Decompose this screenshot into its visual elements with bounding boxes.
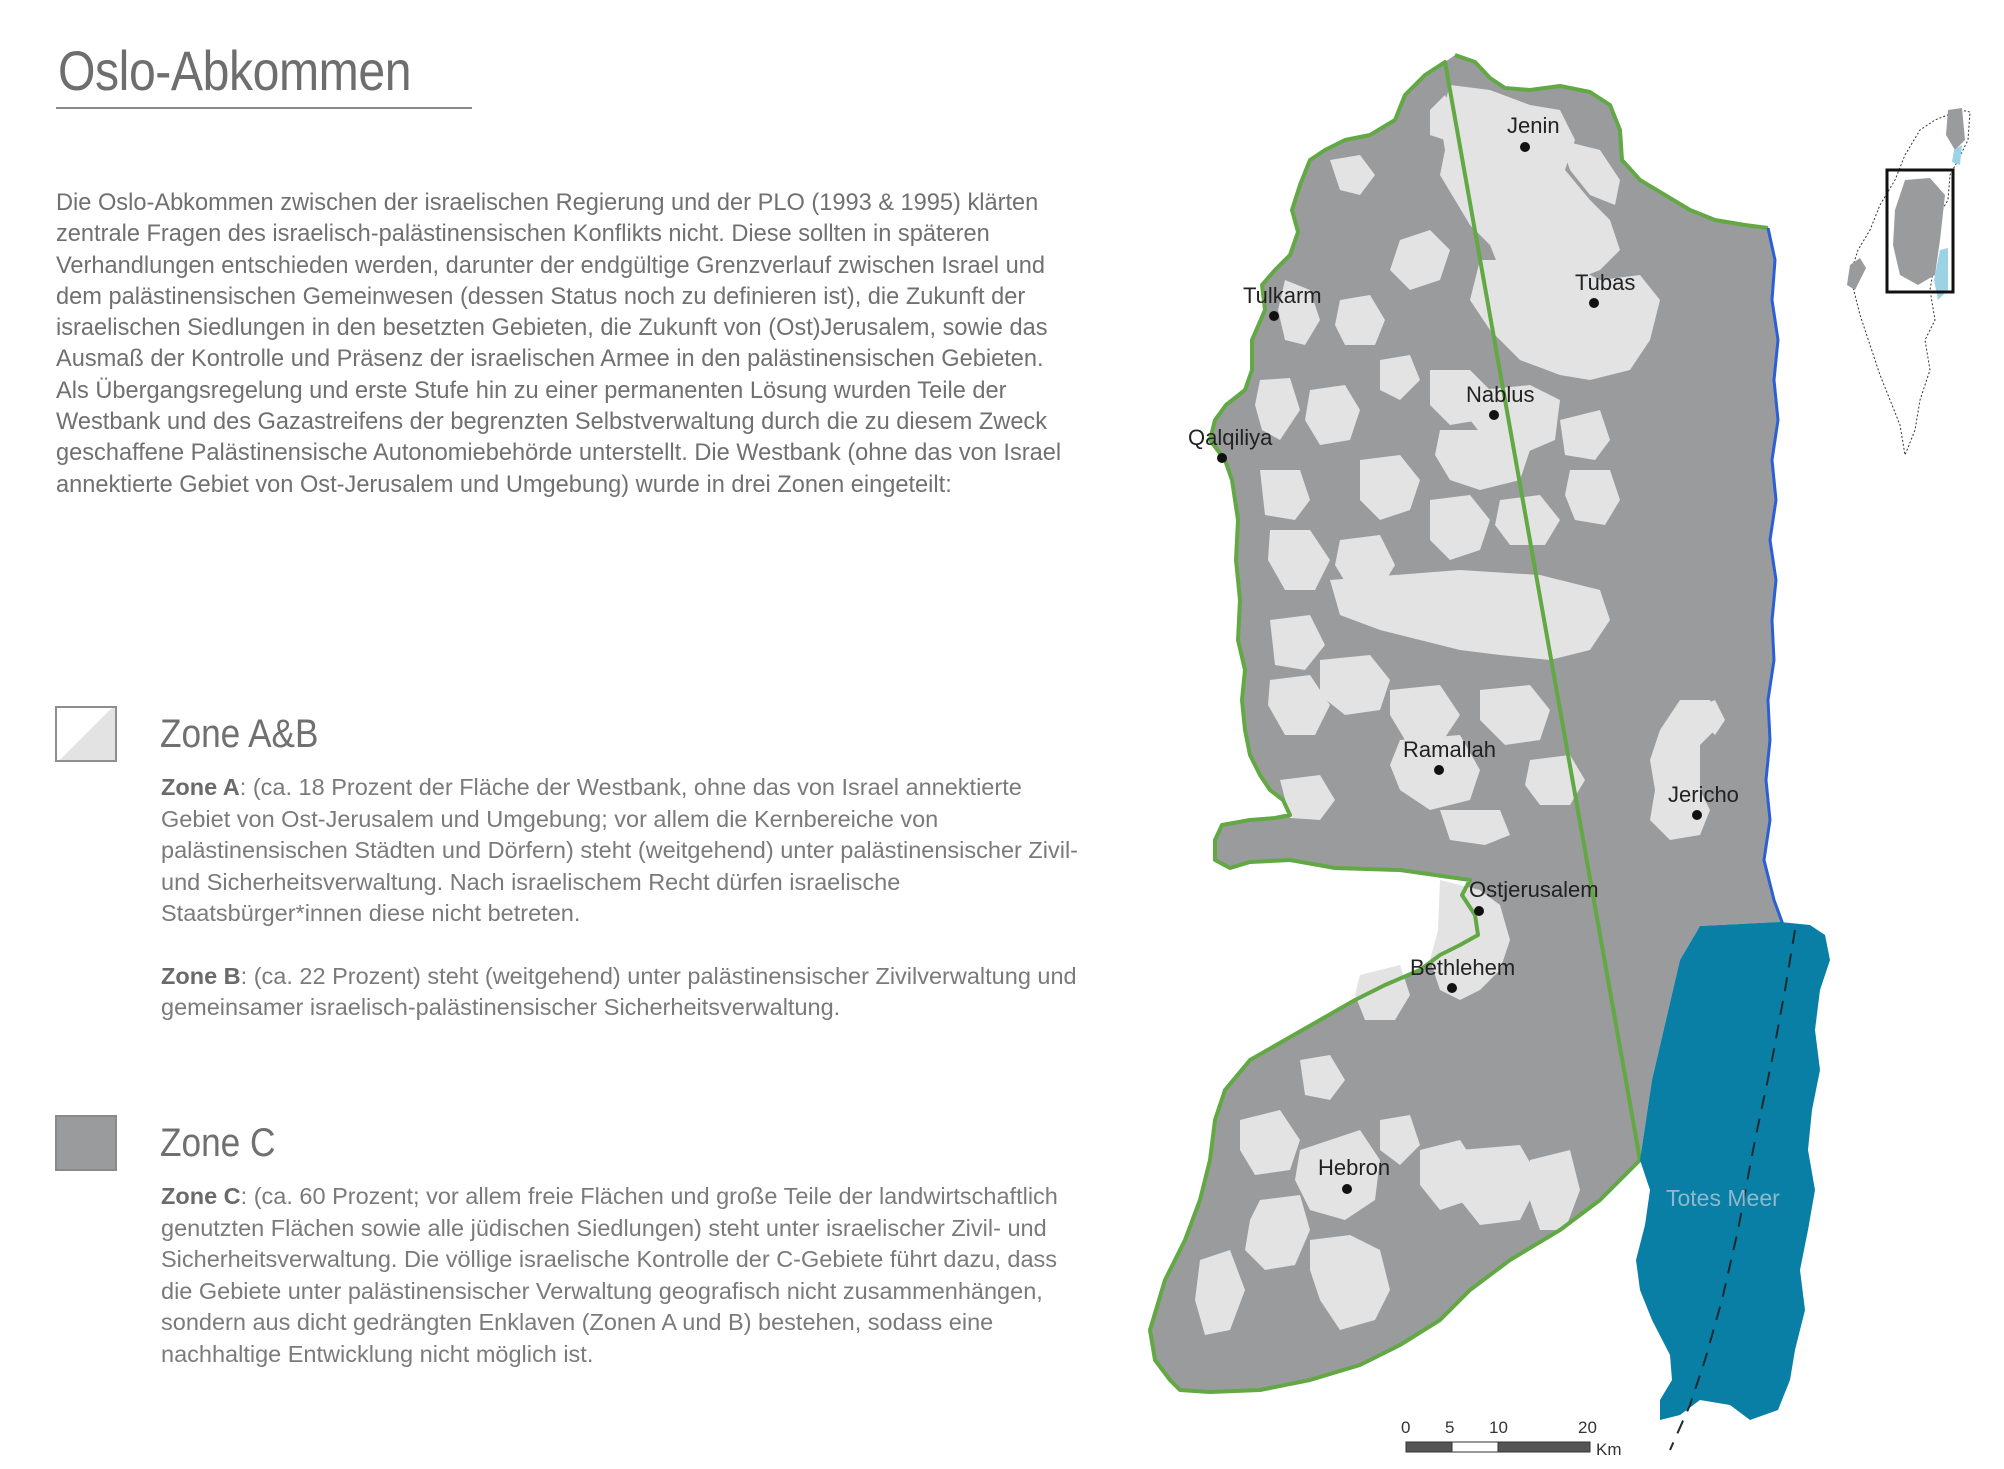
city-label-tubas: Tubas [1575, 270, 1636, 295]
intro-paragraph: Die Oslo-Abkommen zwischen der israelischen Regierung und der PLO (1993 & 1995) klärten zentrale Fragen des israelisch-palästinensischen Konflikts nicht. Diese sollten in späteren Verhandlungen entschieden werden, darunter der endgültige Grenzverlauf zwischen Israel und dem palästinensischen Gemeinwesen (dessen Status noch zu definieren ist), die Zukunft der israelischen Siedlungen in den besetzten Gebieten, die Zukunft von (Ost)Jerusalem, sowie das Ausmaß der Kontrolle und Präsenz der israelischen Armee in den palästinensischen Gebieten. Als Übergangsregelung und erste Stufe hin zu einer permanenten Lösung wurden Teile der Westbank und des Gazastreifens der begrenzten Selbstverwaltung durch die zu diesem Zweck geschaffene Palästinensische Autonomiebehörde unterstellt. Die Westbank (ohne das von Israel annektierte Gebiet von Ost-Jerusalem und Umgebung) wurde in drei Zonen eingeteilt: [56, 190, 1062, 498]
city-label-jericho: Jericho [1668, 782, 1739, 807]
inset-map [1847, 108, 1970, 455]
zone-a-label: Zone A [161, 774, 240, 800]
scale-tick-0: 0 [1401, 1418, 1411, 1437]
city-label-ramallah: Ramallah [1403, 737, 1496, 762]
zone-c-text: : (ca. 60 Prozent; vor allem freie Flächen und große Teile der landwirtschaftlich genutzten Flächen sowie alle jüdischen Siedlungen) steht unter israelischer Zivil- und Sicherheitsverwaltung. Die völlige israelische Kontrolle der C-Gebiete führt dazu, dass die Gebiete unter palästinensischer Verwaltung geografisch nicht zusammenhängen, sondern aus dicht gedrängten Enklaven (Zonen A und B) bestehen, sodass eine nachhaltige Entwicklung nicht möglich ist. [161, 1183, 1058, 1367]
zone-b-text: : (ca. 22 Prozent) steht (weitgehend) unter palästinensischer Zivilverwaltung und gemeinsamer israelisch-palästinensischer Sicherheitsverwaltung. [161, 962, 1077, 1020]
dead-sea-label: Totes Meer [1666, 1185, 1780, 1211]
city-label-qalqiliya: Qalqiliya [1188, 425, 1273, 450]
scale-tick-5: 5 [1445, 1418, 1455, 1437]
city-label-hebron: Hebron [1318, 1155, 1391, 1180]
scale-tick-10: 10 [1489, 1418, 1508, 1437]
zone-a-text: : (ca. 18 Prozent der Fläche der Westbank, ohne das von Israel annektierte Gebiet von Ost-Jerusalem und Umgebung; vor allem die Kernbereiche von palästinensischen Städten und Dörfern) steht (weitgehend) unter palästinensischer Zivil- und Sicherheitsverwaltung. Nach israelischem Recht dürfen israelische Staatsbürger*innen diese nicht betreten. [161, 774, 1078, 926]
zone-c-title: Zone C [160, 1121, 276, 1165]
zone-c-label: Zone C [161, 1183, 241, 1209]
city-label-jenin: Jenin [1507, 113, 1560, 138]
zone-ab-title: Zone A&B [160, 712, 319, 756]
city-label-bethlehem: Bethlehem [1410, 955, 1516, 980]
zone-b-label: Zone B [161, 962, 241, 989]
city-label-nablus: Nablus [1466, 382, 1535, 407]
page-title: Oslo-Abkommen [58, 39, 412, 102]
city-label-tulkarm: Tulkarm [1243, 283, 1322, 308]
city-label-ostjerusalem: Ostjerusalem [1469, 877, 1599, 902]
scale-tick-20: 20 [1578, 1418, 1597, 1437]
scale-unit: Km [1596, 1440, 1622, 1459]
scale-bar [1401, 1418, 1622, 1459]
